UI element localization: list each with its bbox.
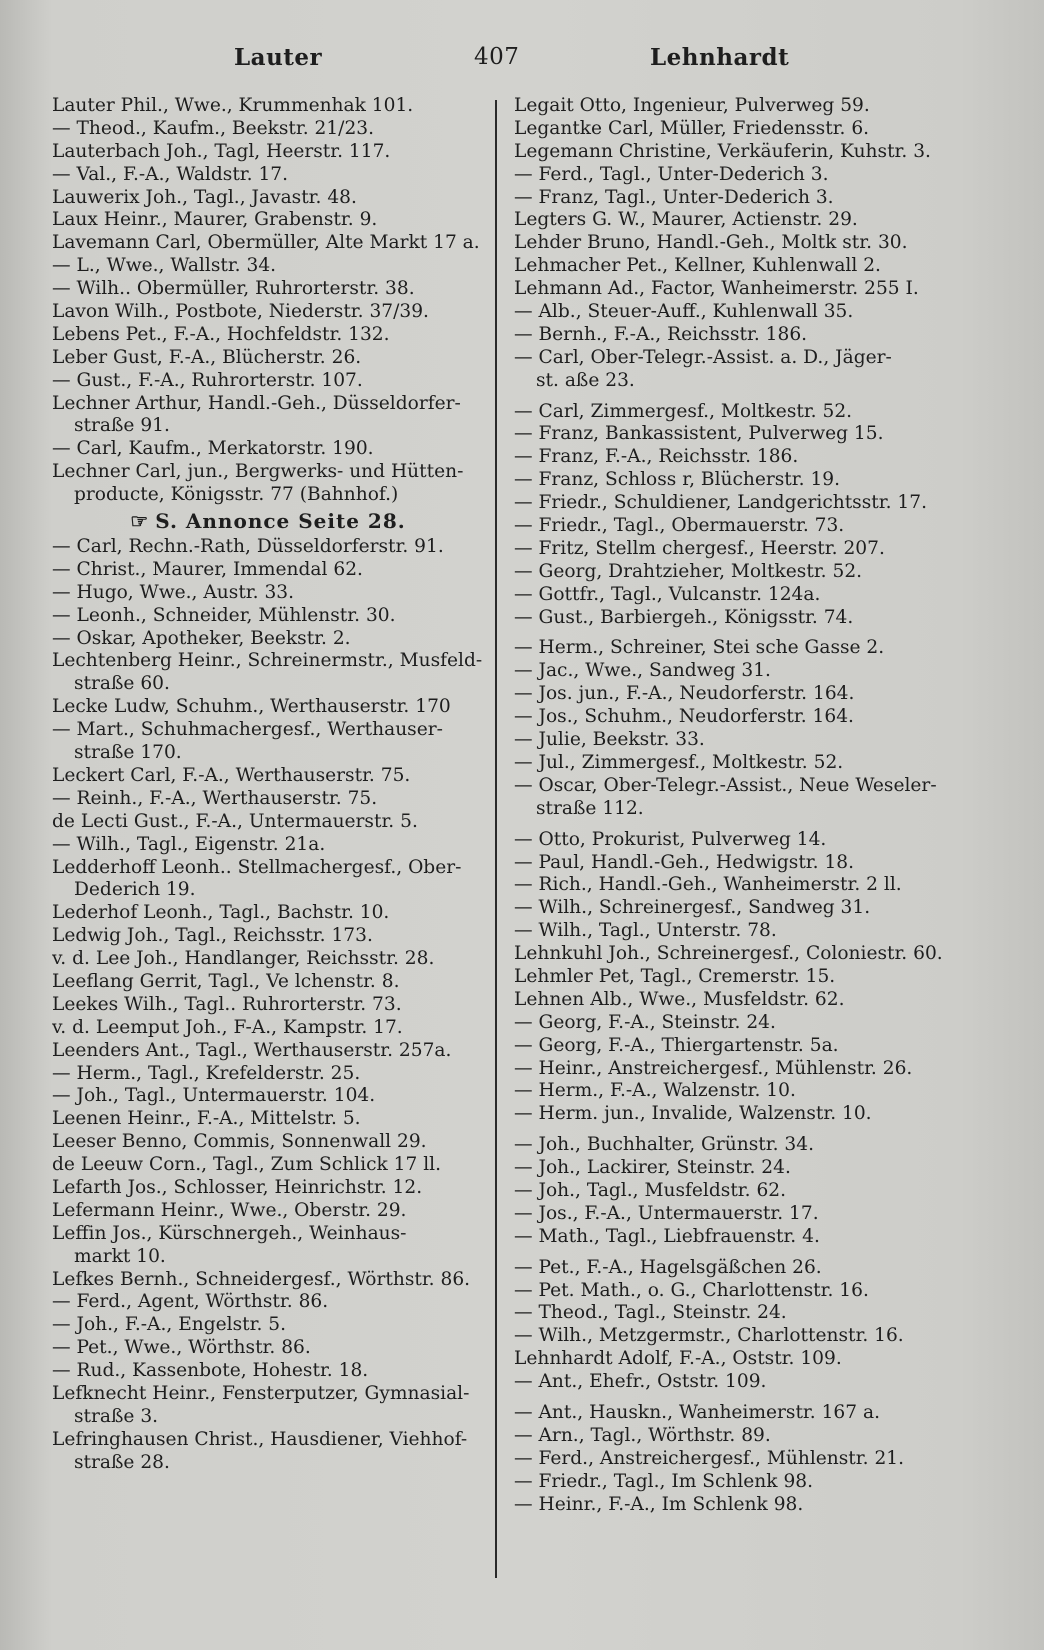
list-item: — Wilh., Schreinergesf., Sandweg 31. <box>514 897 871 919</box>
list-item: — Carl, Ober-Telegr.-Assist. a. D., Jäger- <box>514 346 892 368</box>
list-item: — Herm., Schreiner, Stei sche Gasse 2. <box>514 637 885 659</box>
list-item-continuation: st. aße 23. <box>536 369 635 391</box>
list-item: — Alb., Steuer-Auff., Kuhlenwall 35. <box>514 301 854 323</box>
list-item: — Gust., Barbiergeh., Königsstr. 74. <box>514 606 854 628</box>
list-item: Lefkes Bernh., Schneidergesf., Wörthstr. 86. <box>52 1268 471 1290</box>
list-item: — Carl, Zimmergesf., Moltkestr. 52. <box>514 400 853 422</box>
list-item: — Joh., F.-A., Engelstr. 5. <box>52 1314 287 1336</box>
list-item: — Theod., Kaufm., Beekstr. 21/23. <box>52 117 375 139</box>
list-item: Leeflang Gerrit, Tagl., Ve lchenstr. 8. <box>52 970 400 992</box>
list-item: — L., Wwe., Wallstr. 34. <box>52 255 277 277</box>
list-item: Lebens Pet., F.-A., Hochfeldstr. 132. <box>52 323 390 345</box>
list-item: — Leonh., Schneider, Mühlenstr. 30. <box>52 604 396 626</box>
list-item: — Rich., Handl.-Geh., Wanheimerstr. 2 ll. <box>514 874 902 896</box>
list-item: Lefknecht Heinr., Fensterputzer, Gymnasial- <box>52 1382 470 1404</box>
list-item: — Otto, Prokurist, Pulverweg 14. <box>514 828 827 850</box>
list-item: — Pet., Wwe., Wörthstr. 86. <box>52 1337 311 1359</box>
list-item-continuation: straße 28. <box>74 1451 170 1473</box>
list-item-continuation: straße 91. <box>74 415 170 437</box>
list-item: Lehmacher Pet., Kellner, Kuhlenwall 2. <box>514 255 881 277</box>
list-item: — Friedr., Tagl., Im Schlenk 98. <box>514 1470 814 1492</box>
list-item: Lechner Arthur, Handl.-Geh., Düsseldorfer- <box>52 392 461 414</box>
list-item: Lecke Ludw, Schuhm., Werthauserstr. 170 <box>52 696 451 718</box>
list-item: Leber Gust, F.-A., Blücherstr. 26. <box>52 346 362 368</box>
list-item: Leeser Benno, Commis, Sonnenwall 29. <box>52 1131 427 1153</box>
list-item: Lehmann Ad., Factor, Wanheimerstr. 255 I. <box>514 278 919 300</box>
list-item: — Franz, Bankassistent, Pulverweg 15. <box>514 423 884 445</box>
list-item: — Herm., Tagl., Krefelderstr. 25. <box>52 1062 361 1084</box>
list-item: — Heinr., Anstreichergesf., Mühlenstr. 26. <box>514 1057 913 1079</box>
list-item: — Joh., Lackirer, Steinstr. 24. <box>514 1157 791 1179</box>
list-item: — Franz, Schloss r, Blücherstr. 19. <box>514 469 841 491</box>
list-item: — Jos. jun., F.-A., Neudorferstr. 164. <box>514 683 855 705</box>
header-left-keyword: Lauter <box>234 44 323 71</box>
list-item: — Franz, F.-A., Reichsstr. 186. <box>514 446 799 468</box>
left-column <box>52 95 484 1475</box>
list-item-continuation: straße 3. <box>74 1405 159 1427</box>
list-item: Leffin Jos., Kürschnergeh., Weinhaus- <box>52 1222 407 1244</box>
list-item: Lefarth Jos., Schlosser, Heinrichstr. 12. <box>52 1176 423 1198</box>
list-item: Lehder Bruno, Handl.-Geh., Moltk str. 30. <box>514 232 908 254</box>
list-item: — Georg, Drahtzieher, Moltkestr. 52. <box>514 560 863 582</box>
list-item: Leenders Ant., Tagl., Werthauserstr. 257a. <box>52 1039 452 1061</box>
list-item: — Val., F.-A., Waldstr. 17. <box>52 163 289 185</box>
list-item: Laux Heinr., Maurer, Grabenstr. 9. <box>52 209 378 231</box>
list-item: v. d. Leemput Joh., F-A., Kampstr. 17. <box>52 1016 403 1038</box>
list-item: — Joh., Buchhalter, Grünstr. 34. <box>514 1134 814 1156</box>
list-item: Lefermann Heinr., Wwe., Oberstr. 29. <box>52 1199 407 1221</box>
list-item: — Jac., Wwe., Sandweg 31. <box>514 660 771 682</box>
spacer <box>514 1394 947 1402</box>
annonce-text: S. Annonce Seite 28. <box>155 509 406 534</box>
list-item: — Pet., F.-A., Hagelsgäßchen 26. <box>514 1256 822 1278</box>
list-item: de Leeuw Corn., Tagl., Zum Schlick 17 ll. <box>52 1154 442 1176</box>
list-item: — Pet. Math., o. G., Charlottenstr. 16. <box>514 1279 869 1301</box>
list-item: Legemann Christine, Verkäuferin, Kuhstr. 3. <box>514 140 931 162</box>
list-item: — Joh., Tagl., Untermauerstr. 104. <box>52 1085 376 1107</box>
list-item: — Julie, Beekstr. 33. <box>514 729 705 751</box>
list-item: Lehnkuhl Joh., Schreinergesf., Coloniestr. 60. <box>514 943 943 965</box>
spacer <box>514 629 947 637</box>
list-item: — Herm. jun., Invalide, Walzenstr. 10. <box>514 1103 872 1125</box>
list-item: — Wilh., Metzgermstr., Charlottenstr. 16. <box>514 1325 904 1347</box>
list-item: Lechtenberg Heinr., Schreinermstr., Musfeld- <box>52 650 483 672</box>
spacer <box>514 1126 947 1134</box>
list-item: — Math., Tagl., Liebfrauenstr. 4. <box>514 1225 820 1247</box>
list-item: — Theod., Tagl., Steinstr. 24. <box>514 1302 787 1324</box>
list-item: — Wilh.. Obermüller, Ruhrorterstr. 38. <box>52 278 415 300</box>
list-item: — Mart., Schuhmachergesf., Werthauser- <box>52 719 443 741</box>
column-divider <box>495 100 497 1578</box>
spacer <box>514 393 947 401</box>
list-item: Lechner Carl, jun., Bergwerks- und Hütten- <box>52 461 464 483</box>
list-item: — Reinh., F.-A., Werthauserstr. 75. <box>52 787 378 809</box>
list-item: — Bernh., F.-A., Reichsstr. 186. <box>514 323 808 345</box>
list-item: Lehmler Pet, Tagl., Cremerstr. 15. <box>514 965 836 987</box>
list-item: — Ant., Ehefr., Oststr. 109. <box>514 1371 767 1393</box>
list-item: — Ferd., Anstreichergesf., Mühlenstr. 21. <box>514 1447 905 1469</box>
list-item-continuation: Dederich 19. <box>74 879 196 901</box>
list-item: — Wilh., Tagl., Eigenstr. 21a. <box>52 833 326 855</box>
list-item: — Jos., F.-A., Untermauerstr. 17. <box>514 1202 819 1224</box>
list-item: Legantke Carl, Müller, Friedensstr. 6. <box>514 117 870 139</box>
list-item: — Georg, F.-A., Thiergartenstr. 5a. <box>514 1034 839 1056</box>
spacer <box>514 821 947 829</box>
pointing-hand-icon: ☞ <box>130 509 150 534</box>
list-item: — Hugo, Wwe., Austr. 33. <box>52 581 295 603</box>
list-item-continuation: producte, Königsstr. 77 (Bahnhof.) <box>74 484 399 506</box>
list-item: Lehnen Alb., Wwe., Musfeldstr. 62. <box>514 988 845 1010</box>
list-item: — Christ., Maurer, Immendal 62. <box>52 558 363 580</box>
list-item: — Gottfr., Tagl., Vulcanstr. 124a. <box>514 583 821 605</box>
list-item: Lavon Wilh., Postbote, Niederstr. 37/39. <box>52 301 429 323</box>
list-item-continuation: straße 112. <box>536 797 644 819</box>
list-item: v. d. Lee Joh., Handlanger, Reichsstr. 28. <box>52 948 435 970</box>
list-item-continuation: markt 10. <box>74 1245 166 1267</box>
list-item: Ledderhoff Leonh.. Stellmachergesf., Ober- <box>52 856 462 878</box>
list-item-continuation: straße 170. <box>74 742 182 764</box>
header-right-keyword: Lehnhardt <box>650 44 790 71</box>
list-item: — Wilh., Tagl., Unterstr. 78. <box>514 920 777 942</box>
list-item: Legait Otto, Ingenieur, Pulverweg 59. <box>514 95 870 116</box>
list-item: de Lecti Gust., F.-A., Untermauerstr. 5. <box>52 810 418 832</box>
list-item: Ledwig Joh., Tagl., Reichsstr. 173. <box>52 925 373 947</box>
list-item: Lauwerix Joh., Tagl., Javastr. 48. <box>52 186 357 208</box>
list-item: — Arn., Tagl., Wörthstr. 89. <box>514 1424 771 1446</box>
list-item: — Friedr., Schuldiener, Landgerichtsstr. 17. <box>514 492 927 514</box>
list-item: Leenen Heinr., F.-A., Mittelstr. 5. <box>52 1108 361 1130</box>
list-item: — Georg, F.-A., Steinstr. 24. <box>514 1011 776 1033</box>
list-item: Lehnhardt Adolf, F.-A., Oststr. 109. <box>514 1348 842 1370</box>
list-item: — Joh., Tagl., Musfeldstr. 62. <box>514 1179 787 1201</box>
list-item: — Ant., Hauskn., Wanheimerstr. 167 a. <box>514 1401 880 1423</box>
list-item: Lauter Phil., Wwe., Krummenhak 101. <box>52 95 414 116</box>
list-item: — Friedr., Tagl., Obermauerstr. 73. <box>514 515 845 537</box>
list-item: Lavemann Carl, Obermüller, Alte Markt 17 a. <box>52 232 480 254</box>
list-item: — Franz, Tagl., Unter-Dederich 3. <box>514 186 834 208</box>
list-item: Lederhof Leonh., Tagl., Bachstr. 10. <box>52 902 390 924</box>
list-item: — Rud., Kassenbote, Hohestr. 18. <box>52 1360 369 1382</box>
list-item: Leekes Wilh., Tagl.. Ruhrorterstr. 73. <box>52 993 402 1015</box>
page-number: 407 <box>474 44 520 70</box>
list-item: — Gust., F.-A., Ruhrorterstr. 107. <box>52 369 363 391</box>
spacer <box>514 1249 947 1257</box>
list-item: — Heinr., F.-A., Im Schlenk 98. <box>514 1493 804 1515</box>
list-item: — Oscar, Ober-Telegr.-Assist., Neue Weseler- <box>514 774 937 796</box>
annonce-notice <box>52 507 484 536</box>
list-item: Lefringhausen Christ., Hausdiener, Viehhof- <box>52 1428 468 1450</box>
right-column <box>514 95 947 1516</box>
list-item: — Fritz, Stellm chergesf., Heerstr. 207. <box>514 537 885 559</box>
list-item: — Ferd., Tagl., Unter-Dederich 3. <box>514 163 829 185</box>
list-item: Lauterbach Joh., Tagl, Heerstr. 117. <box>52 140 391 162</box>
list-item: — Ferd., Agent, Wörthstr. 86. <box>52 1291 329 1313</box>
list-item: — Herm., F.-A., Walzenstr. 10. <box>514 1080 796 1102</box>
list-item-continuation: straße 60. <box>74 673 170 695</box>
list-item: — Jos., Schuhm., Neudorferstr. 164. <box>514 706 854 728</box>
list-item: Legters G. W., Maurer, Actienstr. 29. <box>514 209 858 231</box>
list-item: — Paul, Handl.-Geh., Hedwigstr. 18. <box>514 851 855 873</box>
list-item: — Oskar, Apotheker, Beekstr. 2. <box>52 627 351 649</box>
list-item: — Carl, Rechn.-Rath, Düsseldorferstr. 91. <box>52 536 444 558</box>
list-item: Leckert Carl, F.-A., Werthauserstr. 75. <box>52 764 411 786</box>
page-header <box>0 44 1044 84</box>
list-item: — Jul., Zimmergesf., Moltkestr. 52. <box>514 751 844 773</box>
list-item: — Carl, Kaufm., Merkatorstr. 190. <box>52 438 374 460</box>
